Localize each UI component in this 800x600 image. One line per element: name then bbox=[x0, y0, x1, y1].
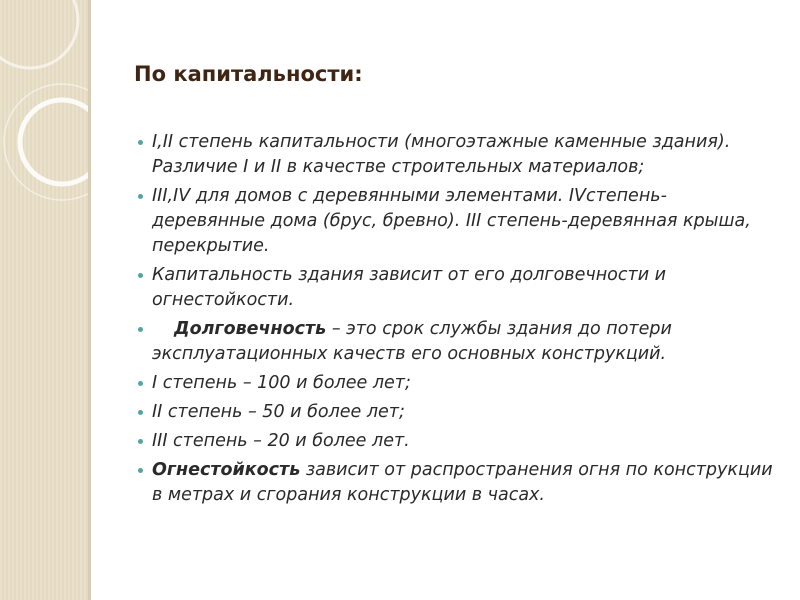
bullet-item-7 bbox=[138, 429, 778, 454]
bullet-text: Капитальность здания зависит от его долговечности и огнестойкости. bbox=[152, 265, 667, 310]
bullet-item-1 bbox=[138, 130, 778, 180]
bullet-dot-icon bbox=[138, 273, 143, 278]
bullet-dot-icon bbox=[138, 327, 143, 332]
bullet-dot-icon bbox=[138, 439, 143, 444]
bullet-list bbox=[138, 130, 778, 512]
decorative-side-band bbox=[0, 0, 88, 600]
bullet-item-4 bbox=[138, 317, 778, 367]
bullet-item-6 bbox=[138, 400, 778, 425]
bullet-dot-icon bbox=[138, 140, 143, 145]
bullet-text: I,II степень капитальности (многоэтажные каменные здания). Различие I и II в качестве строительных материалов; bbox=[152, 132, 731, 177]
decorative-circles-graphic bbox=[0, 0, 88, 600]
bullet-item-2 bbox=[138, 184, 778, 259]
bullet-text: II степень – 50 и более лет; bbox=[152, 402, 405, 422]
bullet-term: Огнестойкость bbox=[152, 460, 301, 480]
bullet-dot-icon bbox=[138, 410, 143, 415]
bullet-item-5 bbox=[138, 371, 778, 396]
bullet-item-3 bbox=[138, 263, 778, 313]
bullet-text: зависит от распространения огня по конструкции в метрах и сгорания конструкции в часах. bbox=[152, 460, 773, 505]
bullet-dot-icon bbox=[138, 194, 143, 199]
bullet-text: III,IV для домов с деревянными элементами. IVстепень-деревянные дома (брус, бревно). III степень-деревянная крыша, перекрытие. bbox=[152, 186, 751, 256]
bullet-item-8 bbox=[138, 458, 778, 508]
bullet-text: I степень – 100 и более лет; bbox=[152, 373, 411, 393]
bullet-text: III степень – 20 и более лет. bbox=[152, 431, 410, 451]
bullet-dot-icon bbox=[138, 381, 143, 386]
bullet-term: Долговечность bbox=[174, 319, 327, 339]
band-edge-line bbox=[88, 0, 91, 600]
slide-title: По капитальности: bbox=[134, 62, 363, 86]
bullet-dot-icon bbox=[138, 468, 143, 473]
bullet-text: – это срок службы здания до потери эксплуатационных качеств его основных конструкций. bbox=[152, 319, 672, 364]
